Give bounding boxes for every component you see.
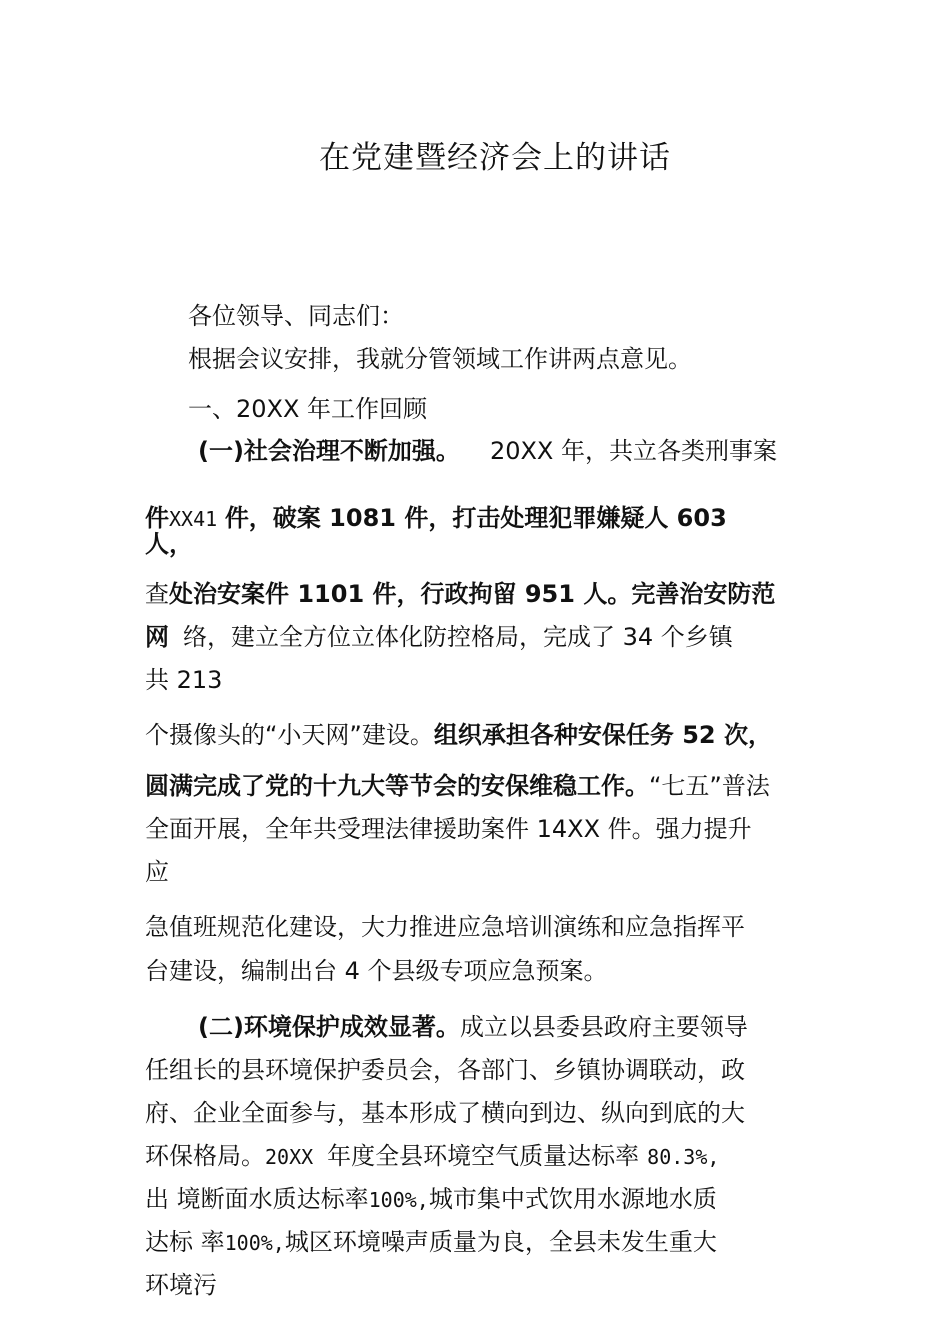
- text-run: 100%,: [368, 1188, 429, 1212]
- text-run: 处治安案件 1101 件，行政拘留 951 人。完善治安防范: [169, 580, 776, 608]
- text-run: 查: [145, 580, 169, 608]
- text-run: 个摄像头的“小天网”建设。: [145, 721, 434, 749]
- text-run: 络，建立全方位立体化防控格局，完成了 34 个乡镇: [183, 623, 733, 651]
- text-run: 组织承担各种安保任务 52 次，: [433, 721, 772, 749]
- paragraph-2-line-6: [145, 1227, 717, 1258]
- paragraph-1-line-1: [198, 436, 777, 466]
- paragraph-1-line-9: 全面开展，全年共受理法律援助案件 14XX 件。强力提升: [145, 815, 752, 843]
- section-heading: 一、20XX 年工作回顾: [188, 395, 428, 423]
- text-run: 件: [145, 504, 169, 532]
- paragraph-2-heading: (二)环境保护成效显著。: [198, 1013, 460, 1041]
- intro-paragraph: 根据会议安排，我就分管领域工作讲两点意见。: [188, 345, 692, 373]
- text-run: 100%,: [224, 1231, 285, 1255]
- text-run: 城市集中式饮用水源地水质: [428, 1185, 717, 1213]
- paragraph-1-line-5: [145, 622, 733, 652]
- text-run: 80.3%,: [647, 1145, 720, 1169]
- text-run: 20XX 年，共立各类刑事案: [489, 437, 777, 465]
- text-run: 20XX: [265, 1145, 314, 1169]
- text-run: “七五”普法: [649, 772, 770, 800]
- text-run: 出 境断面水质达标率: [145, 1185, 369, 1213]
- paragraph-1-line-4: [145, 579, 775, 609]
- text-run: 年度全县环境空气质量达标率: [327, 1142, 640, 1170]
- text-run: XX41: [169, 507, 218, 531]
- text-run: 件，破案 1081 件，打击处理犯罪嫌疑人 603: [224, 504, 727, 532]
- text-run: 环保格局。: [145, 1142, 265, 1170]
- paragraph-2-line-3: 府、企业全面参与，基本形成了横向到边、纵向到底的大: [145, 1099, 745, 1127]
- paragraph-1-heading: (一)社会治理不断加强。: [198, 437, 460, 465]
- text-run: 网: [145, 623, 169, 651]
- paragraph-1-line-12: 台建设，编制出台 4 个县级专项应急预案。: [145, 957, 608, 985]
- document-title: 在党建暨经济会上的讲话: [319, 140, 671, 176]
- salutation: 各位领导、同志们：: [188, 302, 404, 330]
- paragraph-2-line-4: [145, 1141, 719, 1172]
- text-run: 圆满完成了党的十九大等节会的安保维稳工作。: [145, 772, 649, 800]
- paragraph-1-line-7: [145, 720, 772, 750]
- paragraph-1-line-10: 应: [145, 858, 169, 886]
- paragraph-1-line-8: [145, 771, 770, 801]
- paragraph-1-line-3: 人，: [145, 530, 193, 558]
- paragraph-1-line-11: 急值班规范化建设，大力推进应急培训演练和应急指挥平: [145, 913, 745, 941]
- paragraph-1-line-2: [145, 503, 727, 534]
- text-run: 达标 率: [145, 1228, 225, 1256]
- paragraph-2-line-7: 环境污: [145, 1271, 217, 1299]
- text-run: 城区环境噪声质量为良，全县未发生重大: [284, 1228, 717, 1256]
- paragraph-2-line-2: 任组长的县环境保护委员会，各部门、乡镇协调联动，政: [145, 1056, 745, 1084]
- paragraph-2-line-5: [145, 1184, 717, 1215]
- paragraph-2-line-1: [198, 1012, 748, 1042]
- text-run: 成立以县委县政府主要领导: [459, 1013, 748, 1041]
- paragraph-1-line-6: 共 213: [145, 666, 223, 694]
